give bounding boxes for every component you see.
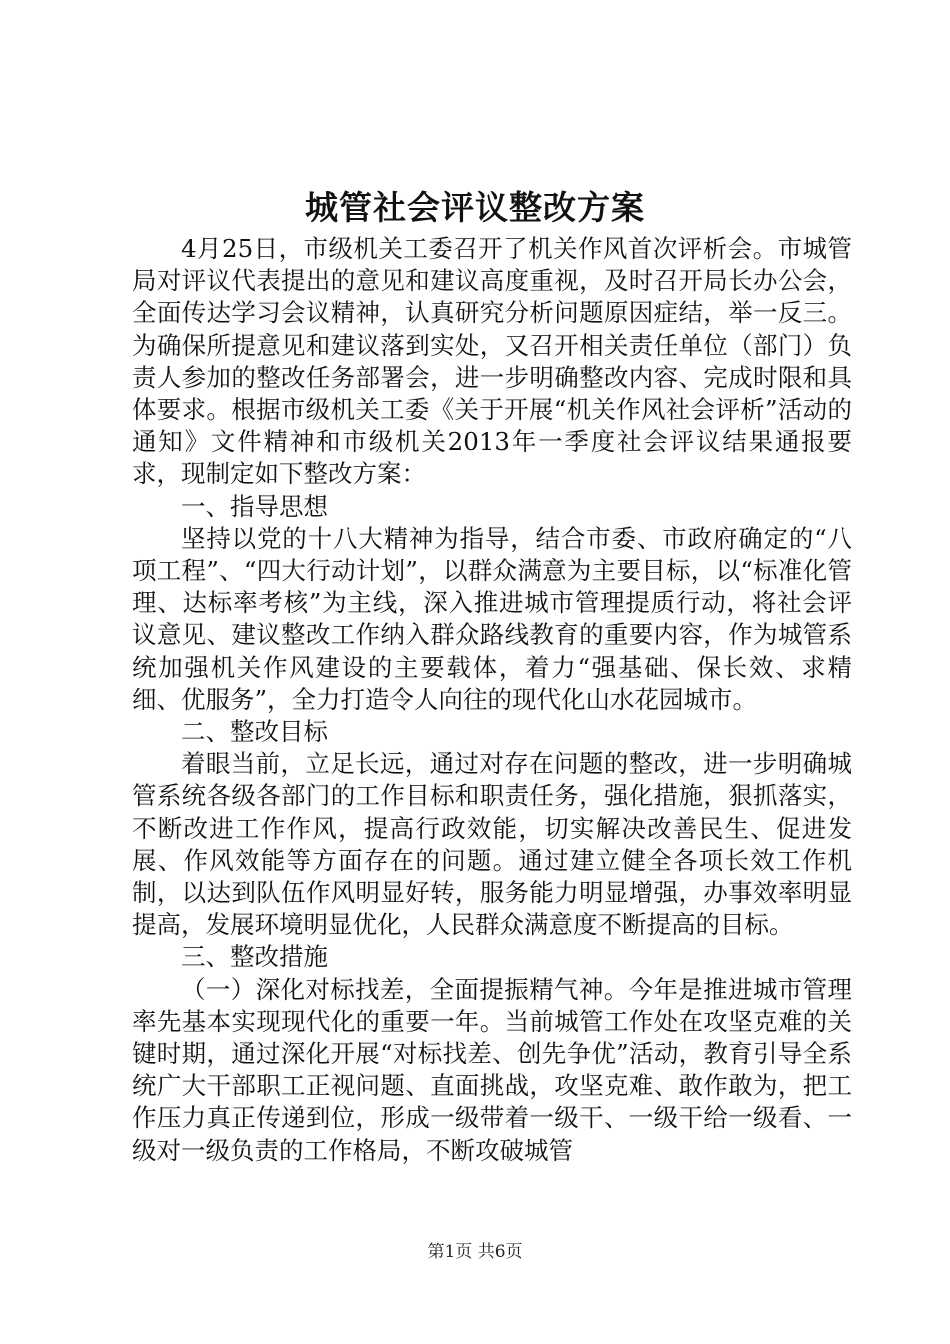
rectification-measures-paragraph: （一）深化对标找差，全面提振精气神。今年是推进城市管理率先基本实现现代化的重要一年。当前城管工作处在攻坚克难的关键时期，通过深化开展“对标找差、创先争优”活动，教育引导全系统广大干部职工正视问题、直面挑战，攻坚克难、敢作敢为，把工作压力真正传递到位，形成一级带着一级干、一级干给一级看、一级对一级负责的工作格局，不断攻破城管 <box>132 974 852 1165</box>
page-footer: 第1页 共6页 <box>427 1242 523 1262</box>
document-body <box>132 233 852 1167</box>
section-heading-guiding-thought: 一、指导思想 <box>181 491 328 521</box>
document-title: 城管社会评议整改方案 <box>305 188 645 227</box>
rectification-goals-paragraph: 着眼当前，立足长远，通过对存在问题的整改，进一步明确城管系统各级各部门的工作目标和职责任务，强化措施，狠抓落实，不断改进工作作风，提高行政效能，切实解决改善民生、促进发展、作风效能等方面存在的问题。通过建立健全各项长效工作机制，以达到队伍作风明显好转，服务能力明显增强，办事效率明显提高，发展环境明显优化，人民群众满意度不断提高的目标。 <box>132 749 852 940</box>
guiding-thought-paragraph: 坚持以党的十八大精神为指导，结合市委、市政府确定的“八项工程”、“四大行动计划”，以群众满意为主要目标，以“标准化管理、达标率考核”为主线，深入推进城市管理提质行动，将社会评议意见、建议整改工作纳入群众路线教育的重要内容，作为城管系统加强机关作风建设的主要载体，着力“强基础、保长效、求精细、优服务”，全力打造令人向往的现代化山水花园城市。 <box>132 523 852 714</box>
section-heading-rectification-goals: 二、整改目标 <box>181 717 328 747</box>
intro-paragraph: 4月25日，市级机关工委召开了机关作风首次评析会。市城管局对评议代表提出的意见和建议高度重视，及时召开局长办公会，全面传达学习会议精神，认真研究分析问题原因症结，举一反三。为确保所提意见和建议落到实处，又召开相关责任单位（部门）负责人参加的整改任务部署会，进一步明确整改内容、完成时限和具体要求。根据市级机关工委《关于开展“机关作风社会评析”活动的通知》文件精神和市级机关2013年一季度社会评议结果通报要求，现制定如下整改方案： <box>132 234 852 489</box>
section-heading-rectification-measures: 三、整改措施 <box>181 942 328 972</box>
